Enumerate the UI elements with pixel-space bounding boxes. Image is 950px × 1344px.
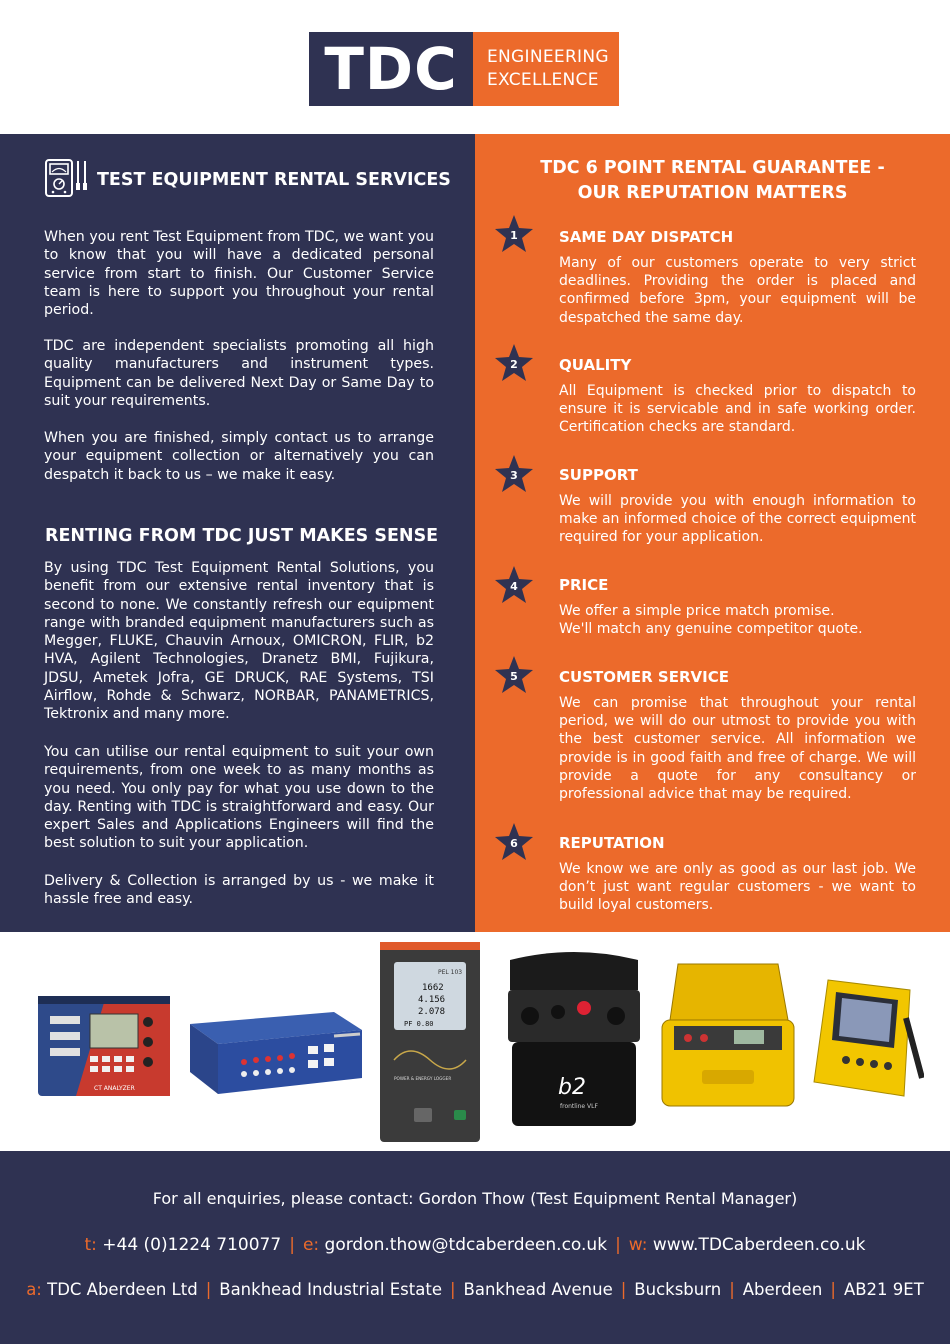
guarantee-number: 1 [510,229,518,242]
usage-paragraph: You can utilise our rental equipment to suit your own requirements, from one week to as many months as you need. You only pay for what you use down to the day. Renting with TDC is straightforward and easy. Our expert Sales and Applications Engineers will find the best solution to suit your application. [44,744,434,852]
logger-reading-3: 2.078 [418,1007,446,1017]
multimeter-icon [44,157,90,199]
divider: | [289,1235,295,1255]
email-label: e: [302,1235,320,1255]
divider: | [615,1235,621,1255]
relay-test-set-image [184,1010,366,1098]
logo-tagline [473,32,619,106]
logger-caption: POWER & ENERGY LOGGER [394,1076,452,1081]
phone-number[interactable]: +44 (0)1224 710077 [102,1235,282,1255]
price-text-line1: We offer a simple price match promise. [559,603,835,619]
ct-analyzer-label: CT ANALYZER [94,1085,135,1092]
logo-tag-line2: EXCELLENCE [487,70,599,90]
brands-paragraph: By using TDC Test Equipment Rental Solutions, you benefit from our extensive rental inventory that is second to none. We constantly refresh our equipment range with branded equipment manufacturers such as Megger, FLUKE, Chauvin Arnoux, OMICRON, FLIR, b2 HVA, Agilent Technologies, Dranetz BMI, Fujikura, JDSU, Ametek Jofra, GE DRUCK, RAE Systems, TSI Airflow, Rohde & Schwarz, NORBAR, PANAMETRICS, Tektronix and many more. [44,560,434,723]
header [0,0,950,134]
guarantee-text-price [559,602,916,638]
intro-paragraph-1: When you rent Test Equipment from TDC, we want you to know that you will have a dedicated personal service from start to finish. Our Customer Service team is here to support you throughout your rental period. [44,229,434,319]
guarantee-number: 6 [510,837,518,850]
divider: | [729,1280,735,1299]
guarantee-text-reputation: We know we are only as good as our last job. We don’t just want regular customers - we want to build loyal customers. [559,861,916,914]
logger-reading-1: 1662 [422,983,444,993]
address-line [0,1280,950,1299]
b2-model: frontline VLF [560,1103,598,1110]
ct-analyzer-image [36,992,174,1102]
guarantee-heading-same-day-dispatch: SAME DAY DISPATCH [559,228,734,246]
guarantee-heading-price: PRICE [559,576,609,594]
logger-reading-4: PF 0.80 [404,1020,434,1028]
divider: | [449,1280,456,1299]
address-postcode: AB21 9ET [843,1280,924,1299]
guarantee-number: 3 [510,469,518,482]
logger-model: PEL 103 [438,969,463,976]
contact-line [0,1235,950,1255]
guarantee-title-line1: TDC 6 POINT RENTAL GUARANTEE - [540,158,885,178]
b2-brand: b2 [558,1075,586,1100]
guarantee-heading-quality: QUALITY [559,356,632,374]
renting-heading: RENTING FROM TDC JUST MAKES SENSE [45,526,439,546]
logger-reading-2: 4.156 [418,995,446,1005]
rental-services-column [0,134,475,932]
product-images [0,932,950,1151]
guarantee-number: 4 [510,580,518,593]
yellow-case-tester-image [658,960,798,1114]
web-label: w: [628,1235,648,1255]
divider: | [620,1280,627,1299]
enquiries-intro: For all enquiries, please contact: Gordon Thow (Test Equipment Rental Manager) [152,1189,798,1208]
rental-services-title: TEST EQUIPMENT RENTAL SERVICES [97,170,451,190]
email-link[interactable]: gordon.thow@tdcaberdeen.co.uk [324,1235,608,1255]
divider: | [830,1280,836,1299]
star-icon [494,343,534,383]
tdc-logo[interactable] [309,32,619,106]
address-street: Bankhead Avenue [463,1280,613,1299]
contact-footer [0,1151,950,1344]
guarantee-text-support: We will provide you with enough information to make an informed choice of the correct equipment required for your application. [559,493,916,546]
address-label: a: [26,1280,42,1299]
intro-paragraph-3: When you are finished, simply contact us to arrange your equipment collection or alternatively you can despatch it back to us – we make it easy. [44,430,434,483]
logo-tag-line1: ENGINEERING [487,47,609,67]
guarantee-heading-reputation: REPUTATION [559,834,665,852]
price-text-line2: We'll match any genuine competitor quote. [559,621,863,638]
guarantee-heading-customer-service: CUSTOMER SERVICE [559,668,729,686]
guarantee-heading-support: SUPPORT [559,466,638,484]
guarantee-title [475,156,950,206]
address-company: TDC Aberdeen Ltd [47,1280,198,1299]
phone-label: t: [84,1235,97,1255]
delivery-paragraph: Delivery & Collection is arranged by us - we make it hassle free and easy. [44,873,434,908]
divider: | [205,1280,212,1299]
star-icon [494,214,534,254]
guarantee-column [475,134,950,932]
guarantee-text-quality: All Equipment is checked prior to dispatch to ensure it is servicable and in safe working order. Certification checks are standard. [559,383,916,436]
guarantee-title-line2: OUR REPUTATION MATTERS [577,183,848,203]
intro-paragraph-2: TDC are independent specialists promoting all high quality manufacturers and instrument types. Equipment can be delivered Next Day or Same Day to suit your requirements. [44,338,434,409]
handheld-analyser-image [806,978,924,1102]
b2-vlf-tester-image [500,950,648,1130]
star-icon [494,565,534,605]
guarantee-text-customer-service: We can promise that throughout your rental period, we will do our utmost to provide you with the best customer service. All information we provide is in good faith and free of charge. We will provide a quote for any consultancy or professional advice that may be required. [559,695,916,803]
guarantee-number: 2 [510,358,518,371]
star-icon [494,454,534,494]
logo-mark: TDC [309,32,473,106]
address-estate: Bankhead Industrial Estate [219,1280,442,1299]
star-icon [494,822,534,862]
guarantee-number: 5 [510,670,518,683]
address-area: Bucksburn [634,1280,722,1299]
website-link[interactable]: www.TDCaberdeen.co.uk [652,1235,866,1255]
guarantee-text-same-day-dispatch: Many of our customers operate to very strict deadlines. Providing the order is placed and confirmed before 3pm, your equipment will be despatched the same day. [559,255,916,326]
address-city: Aberdeen [742,1280,823,1299]
power-energy-logger-image [380,942,480,1142]
star-icon [494,655,534,695]
